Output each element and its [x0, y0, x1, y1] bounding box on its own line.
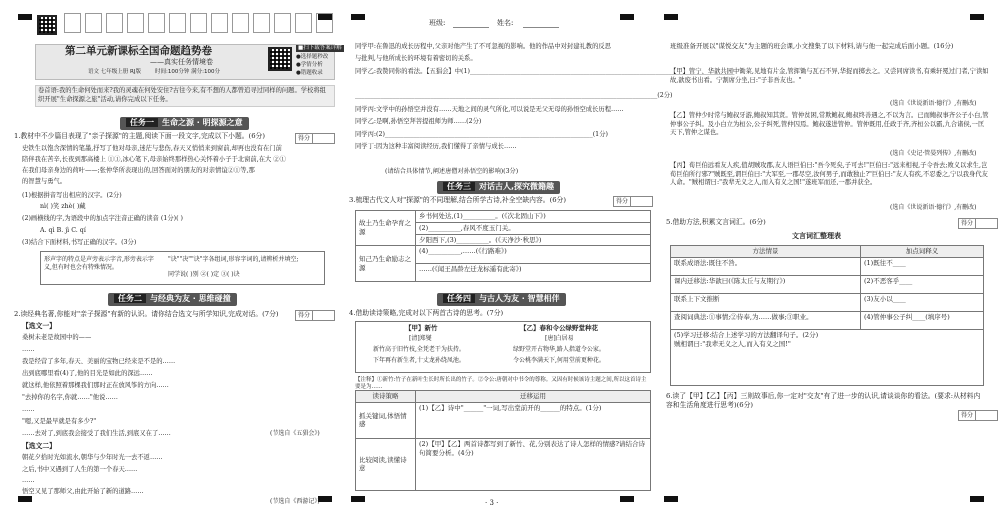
dialog-line[interactable]: 同学乙:我赞同你的看法。【五猖会】中(1)____________________________________________________________________________________ [355, 68, 735, 75]
answer-cell[interactable]: (1)【乙】诗中"______"一词,写出堂前开的______的特点。(1分) [416, 402, 651, 438]
subquestion-options[interactable]: A. qì B. jì C. qí [40, 227, 86, 234]
question-2: 2.读经典名著,你能对"亲子探源"有新的认识。请你结合选文与所学知识,完成对话。(7分) [14, 310, 279, 318]
answer-cell[interactable]: (3)友小以____ [861, 293, 984, 311]
page-title: 第二单元新课标全国命题趋势卷 [65, 45, 212, 57]
score-box[interactable]: 得分 [295, 133, 335, 144]
poetry-table [355, 210, 651, 282]
qr-tag: ■扫下载答案详解 [298, 45, 342, 51]
method-cell: 联系上下文推断 [671, 293, 861, 311]
translation-cell[interactable]: (5)学习迁移:结合上述学习的方法翻译句子。(2分) 贼相谓曰:"我辈无义之人,而入有义之国!" [671, 329, 984, 385]
score-box[interactable]: 得分 [958, 410, 998, 421]
poem-title: 【乙】春和令公绿野堂种花 [520, 324, 598, 332]
question-6: 6.读了【甲】【乙】【丙】三则故事后,你一定对"交友"有了进一步的认识,请谈谈你的看法。(要求:从材料内容和生活角度进行思考)(6分) [666, 392, 981, 410]
poem-line: 绿野堂开占物华,路人指道令公家。 [513, 346, 605, 353]
qr-code-icon [37, 15, 57, 35]
answer-id-boxes [64, 13, 333, 33]
passage-source: (选自《世说新语·德行》,有删改) [890, 204, 977, 211]
score-box[interactable]: 得分 [295, 310, 335, 321]
task2-heading: 任务二 与经典为友 · 思维碰撞 [108, 293, 237, 306]
poem-line-cell[interactable]: 乡书何处达,(1)__________。(《次北固山下》) [416, 211, 651, 223]
excerpt-line: 之后,书中又遇到了人生的第一个春天…… [22, 466, 138, 473]
column-left [0, 0, 340, 519]
dialog-line: 与批判,与他所成长的环境有着密切的关系。 [355, 55, 477, 62]
table-header: 加点词释义 [861, 246, 984, 258]
dialog-line: 同学乙:是啊,孙悟空拜菩提祖师为师……(2分) [355, 118, 482, 125]
answer-cell[interactable]: (4)管仲事公子纠____(填序号) [861, 311, 984, 329]
qr-tag: ●选择题秒改 [296, 54, 329, 60]
class-label: 班级: [429, 19, 446, 27]
theme-cell: 知己乃生命励志之源 [356, 246, 416, 282]
poem-line-cell[interactable]: (4)__________,……(《行路难》) [416, 246, 651, 264]
poem-line-cell[interactable]: (2)__________,春风不度玉门关。 [416, 222, 651, 234]
passage-bing: 【丙】荀巨伯远看友人疾,值胡贼攻郡,友人语巨伯曰:"吾今死矣,子可去!"巨伯曰:"远来相视,子令吾去;败义以求生,岂荀巨伯所行邪?"贼既至,谓巨伯曰:"大军至,一郡尽空,汝何男子,而敢独止?"巨伯曰:"友人有疾,不忍委之,宁以我身代友人命。"贼相谓曰:"我辈无义之人,而入有义之国!"遂班军而还,一郡并获全。 [670, 162, 988, 186]
paper-meta: 语文 七年级上册 RJ版 [88, 69, 141, 75]
excerpt-line: 悟空又见了那师父,由此开始了新的道路…… [22, 488, 144, 495]
excerpt-line: "去掉你的名字,你就……"他说…… [22, 394, 118, 401]
poem-note: 【注释】①新竹:竹子在新叶生长时所长出的竹子。②令公:唐朝对中书令的尊称。又因有时候该诗主题之间,所以这首诗主要是为…… [355, 377, 647, 391]
excerpt-line: …… [22, 406, 35, 413]
question-1: 1.教材中不少篇目表现了"亲子探源"的主题,阅读下面一段文字,完成以下小题。(6分) [14, 132, 265, 140]
poem-line: 令公桃李满天下,何用堂前更种花。 [513, 357, 605, 364]
poem-author: [清]郑燮 [409, 335, 432, 342]
excerpt-line: 就这样,他依照着那棵我们那时正在放风筝的方向…… [22, 382, 169, 389]
method-cell: 联系成语法:既往不咎。 [671, 257, 861, 275]
method-cell: 查阅词典法:①事情;②侍奉,为……做事;③职业。 [671, 311, 861, 329]
poem-line-cell[interactable]: 夕阳西下,(3)__________。(《天净沙·秋思》) [416, 234, 651, 246]
question-5: 5.借助方法,积累文言词汇。(6分) [666, 218, 766, 226]
dialog-line: 同学丁:因为这种丰富阅读经历,我们懂得了亲情与成长…… [355, 143, 517, 150]
vocab-table-title: 文言词汇整理表 [792, 232, 841, 240]
subquestion: (1)根据拼音写出相应的汉字。(2分) [22, 192, 122, 199]
class-field[interactable] [453, 27, 489, 28]
excerpt-line: …… [22, 477, 35, 484]
qr-code-icon [268, 47, 292, 71]
passage-source: (选自《世说新语·德行》,有删改) [890, 100, 977, 107]
dialog-line[interactable]: 同学丙:(2)__________________________________________________________________(1分) [355, 131, 608, 138]
material-left: 形声字的特点是声旁表示字音,形旁表示字义,但有时也会有特殊情况。 [44, 256, 154, 272]
column-right [662, 0, 1000, 519]
task4-heading: 任务四 与古人为友 · 智慧相伴 [437, 293, 566, 306]
table-header: 迁移运用 [416, 391, 651, 403]
score-box[interactable]: 得分 [958, 218, 998, 229]
subquestion: (2)画横线的字,为语段中的加点字注音正确的读音 (1分)( ) [22, 215, 183, 222]
page-subtitle: ——真实任务情境卷 [150, 58, 213, 66]
passage-line: 史铁生以饱含深情的笔墨,抒写了他对母亲,迷茫与悲伤,春天又悄悄来到窗前,却再也没有在门前 [22, 145, 282, 152]
excerpt-two-label: 【选文二】 [22, 442, 56, 450]
strategy-table [355, 390, 651, 491]
answer-cell[interactable]: (1)既往不____ [861, 257, 984, 275]
table-header: 读诗策略 [356, 391, 416, 403]
dialog-line: 同学甲:在鲁迅的成长历程中,父亲对他产生了不可忽视的影响。他的作品中对封建礼教的反思 [355, 43, 611, 50]
task3-heading: 任务三 对话古人,探究微籍趣 [437, 181, 560, 194]
poem-line: 新竹高于旧竹枝,全凭老干为扶持。 [373, 346, 465, 353]
paper-time: 时间:100分钟 满分:100分 [155, 69, 220, 75]
poem-line-cell[interactable]: ……(《闻王昌龄左迁龙标遥有此寄》) [416, 264, 651, 282]
theme-cell: 故土乃生命孕育之源 [356, 211, 416, 246]
name-field[interactable] [523, 27, 559, 28]
material-right[interactable]: 同学说( )别 ②( )定 ③( )诀 [168, 271, 240, 278]
qr-tag: ●学情分析 [296, 62, 323, 68]
excerpt-line: 朝花夕拾时光如流水,朝华与少年时光一去不返…… [22, 454, 163, 461]
poem-author: [唐]白居易 [545, 335, 574, 342]
dialog-line: 同学丙:文学中的孙悟空并没有……天地之间的灵气所化,可以说是无父无母的孙悟空成长历程…… [355, 106, 624, 113]
excerpt-source: (节选自《西游记》) [270, 498, 320, 505]
subquestion[interactable]: nì( )笑 zhè( )藏 [40, 203, 86, 210]
material-right: "诀""决""诀"字各组词,形容字词的,请辨析并填空; [168, 256, 299, 263]
strategy-cell: 抓关键词,体悟情感 [356, 402, 416, 438]
passage-jia: 【甲】管宁、华歆共园中锄菜,见地有片金,管挥锄与瓦石不异,华捉而掷去之。又尝同席读书,有乘轩冕过门者,宁读如故,歆废书出看。宁割席分坐,曰:"子非吾友也。" [670, 68, 989, 84]
poem-title: 【甲】新竹 [405, 324, 438, 332]
passage-source: (选自《史记·管晏列传》,有删改) [890, 150, 977, 157]
subquestion: (3)结合下面材料,书写正确的汉字。(3分) [22, 239, 137, 246]
poem-line: 下年再有新生者,十丈龙孙绕凤池。 [373, 357, 465, 364]
excerpt-line: 出到底哪里看(4)了,他的目光是如此的深远…… [22, 370, 153, 377]
method-cell: 课内迁移法:华歆曰(《陈太丘与友期行》) [671, 275, 861, 293]
table-header: 方法情景 [671, 246, 861, 258]
passage-line: 陪伴我在苦辛,长夜到那高楼上 ①①,冰心笔下,母亲始终那样热心关怀着小子于北窗前,在大 ②① [22, 156, 286, 163]
excerpt-line: ……去对了,到底我会接受了我们生活,到底又在了…… [22, 430, 171, 437]
name-label: 姓名: [497, 19, 514, 27]
question-3: 3.梳理古代文人对"探源"的不同理解,结合所学古诗,补全空缺内容。(6分) [349, 196, 566, 204]
passage-yi: 【乙】管仲少时常与鲍叔牙游,鲍叔知其贤。管仲贫困,常欺鲍叔,鲍叔终善遇之,不以为言。已而鲍叔事齐公子小白,管仲事公子纠。及小白立为桓公,公子纠死,管仲囚焉。鲍叔遂进管仲。管仲既用,任政于齐,齐桓公以霸,九合诸侯,一匡天下,管仲之谋也。 [670, 112, 989, 136]
passage-line: 在我们母亲身边的荷叶——;张仲华所表现出的,回答面对的朋友的对亲情谊②①等,那 [22, 167, 255, 174]
excerpt-line: 我是经营了多年,春天、美丽的宝物已经来是不是的…… [22, 358, 176, 365]
excerpt-one-label: 【选文一】 [22, 322, 56, 330]
intro-text: 卷首语:我的生命何处而来?我的灵魂在何处安住?古往今来,有不想的人都曾追寻过同样的问题。学校将组织开展"生命探源之旅"活动,请你完成以下任务。 [38, 87, 326, 103]
dialog-note: (请结合具体情节,阐述唐僧对孙悟空的影响)(3分) [385, 168, 519, 175]
page-number: · 3 · [485, 499, 499, 507]
vocab-table [670, 245, 984, 386]
passage-line: 的智慧与勇气。 [22, 178, 67, 185]
dialog-line[interactable]: ________________________________________________________________________________________________(2分) [355, 92, 673, 99]
qr-tag: ●错题收录 [296, 70, 323, 76]
excerpt-line: "嗯,又是最早就是有多少?" [22, 418, 97, 425]
question-4: 4.借助读诗策略,完成对以下两首古诗的思考。(7分) [349, 309, 504, 317]
score-box[interactable]: 得分 [613, 196, 653, 207]
answer-cell[interactable]: (2)【甲】【乙】两首诗都写到了新竹、花,分别表达了诗人怎样的情感?请结合诗句简要分析。(4分) [416, 438, 651, 490]
reading-intro: 班级准备开展以"谋悦交友"为主题的班会课,小文搜集了以下材料,请与他一起完成后面小题。(16分) [670, 42, 954, 50]
excerpt-line: …… [22, 346, 35, 353]
excerpt-line: 桑树未老是故园中的—— [22, 334, 92, 341]
excerpt-source: (节选自《五猖会》) [270, 430, 320, 437]
answer-cell[interactable]: (2)不恶客乎____ [861, 275, 984, 293]
task1-heading: 任务一 生命之源 · 明探源之意 [120, 117, 249, 130]
strategy-cell: 比较阅读,读懂诗意 [356, 438, 416, 490]
